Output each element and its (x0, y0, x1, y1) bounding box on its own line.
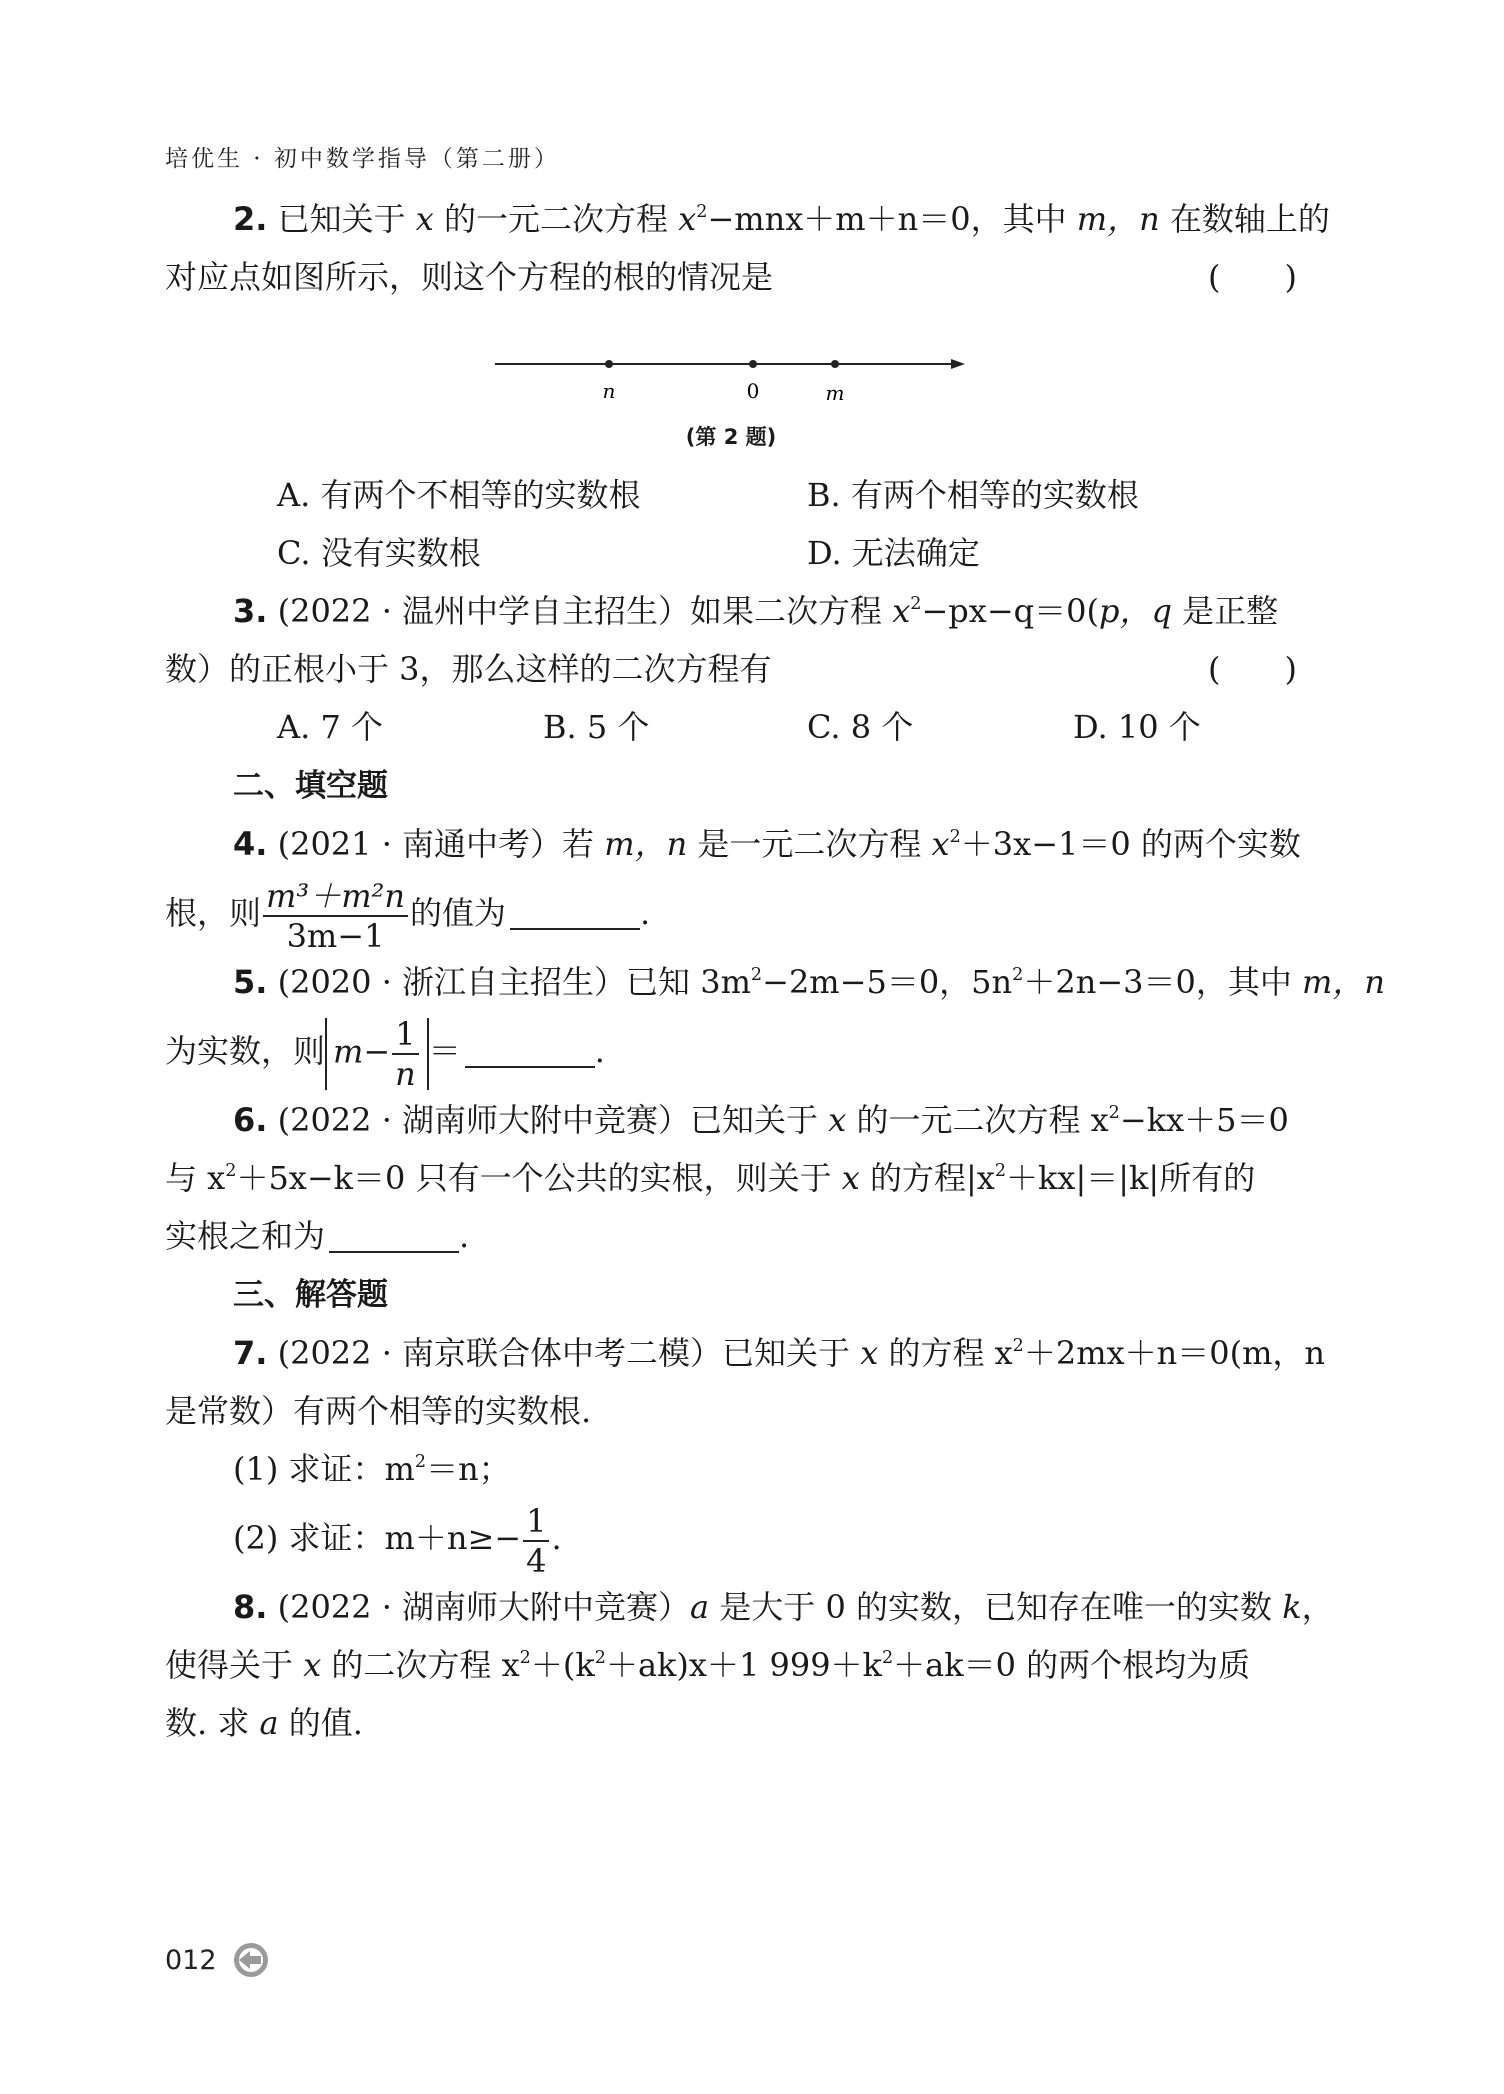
page-content (165, 190, 1386, 1752)
q2-option-b: B. 有两个相等的实数根 (807, 476, 1139, 514)
q3-option-c: C. 8 个 (807, 708, 914, 746)
section-title-fill-in: 二、填空题 (233, 768, 388, 804)
q2-line2: 对应点如图所示，则这个方程的根的情况是 ( ) (165, 248, 1297, 306)
q6-line1: 6. (2022 · 湖南师大附中竞赛）已知关于 x 的一元二次方程 $x^2-kx+5=0$ (233, 1101, 1289, 1139)
q3-answer-paren: ( ) (1208, 650, 1297, 688)
q2-option-c: C. 没有实数根 (277, 534, 481, 572)
q4-number: 4. (233, 825, 268, 863)
q4-fraction: $\frac{\text{m³＋m²n}}{3m-1}$ (263, 880, 408, 952)
label-m: m (825, 381, 845, 405)
q2-answer-paren: ( ) (1208, 258, 1297, 296)
point-n (605, 360, 613, 368)
section-answer (165, 1265, 1297, 1324)
q7-part2: (2) 求证：m＋n≥− $\frac{1}{4}$ . (233, 1501, 562, 1580)
label-n: n (602, 379, 616, 403)
q5-line2: 为实数，则 m− $\frac{1}{n}$ ＝ . (165, 1014, 605, 1093)
running-header: 培优生 · 初中数学指导（第二册） (165, 146, 560, 172)
q5-number: 5. (233, 963, 268, 1001)
q3-option-a: A. 7 个 (277, 708, 383, 746)
q3-number: 3. (233, 592, 268, 630)
q3-option-b: B. 5 个 (543, 708, 650, 746)
q3-option-d: D. 10 个 (1073, 708, 1201, 746)
q6-answer-blank[interactable] (329, 1211, 459, 1253)
axis-arrow-icon (951, 359, 965, 369)
q8-line2: 使得关于 x 的二次方程 $x^2+(k^2+ak)x+1$ $999+k^2+ak=0$ 的两个根均为质 (165, 1646, 1251, 1684)
q2-option-a: A. 有两个不相等的实数根 (277, 476, 641, 514)
q2-options-row1 (165, 466, 1297, 524)
q3-line2: 数）的正根小于 3，那么这样的二次方程有 ( ) (165, 640, 1297, 698)
q4-answer-blank[interactable] (510, 888, 640, 930)
number-line-figure (165, 306, 1297, 416)
section-fill-in (165, 756, 1297, 815)
q6-number: 6. (233, 1101, 268, 1139)
number-line (165, 306, 1297, 416)
q7-line1: 7. (2022 · 南京联合体中考二模）已知关于 x 的方程 $x^2+2mx+n=0(m$，n (233, 1334, 1326, 1372)
page-number: 012 (165, 1944, 217, 1976)
q6-line2: 与 $x^2+5x-k=0$ 只有一个公共的实根，则关于 x 的方程$|x^2+kx|=|k|$所有的 (165, 1159, 1256, 1197)
q2-option-d: D. 无法确定 (807, 534, 980, 572)
q6-line3: 实根之和为 . (165, 1207, 1297, 1265)
q2-options-row2 (165, 524, 1297, 582)
section-title-answer: 三、解答题 (233, 1277, 388, 1313)
q8-number: 8. (233, 1588, 268, 1626)
q7-number: 7. (233, 1334, 268, 1372)
q7-line2: 是常数）有两个相等的实数根. (165, 1392, 592, 1430)
q2-line1: 2. 已知关于 x 的一元二次方程 $x^2-mnx+m+n=0$，其中 m，n 在数轴上的 (233, 200, 1330, 238)
figure-caption: (第 2 题) (685, 425, 777, 449)
q5-line1: 5. (2020 · 浙江自主招生）已知 $3m^2-2m-5=0$，$5n^2+2n-3=0$，其中 m，n (233, 963, 1386, 1001)
q7-part1: (1) 求证：$m^2=n$； (233, 1450, 511, 1488)
q4-line2: 根，则 $\frac{\text{m³＋m²n}}{3m-1}$ 的值为 . (165, 876, 651, 955)
q4-line1: 4. (2021 · 南通中考）若 m，n 是一元二次方程 $x^2+3x-1=0$ 的两个实数 (233, 825, 1301, 863)
q5-absolute-value: m− $\frac{1}{n}$ (325, 1018, 429, 1090)
page-footer (165, 1940, 271, 1980)
q8-line1: 8. (2022 · 湖南师大附中竞赛）a 是大于 0 的实数，已知存在唯一的实数 k， (233, 1588, 1334, 1626)
q5-answer-blank[interactable] (465, 1026, 595, 1068)
back-arrow-icon (231, 1940, 271, 1980)
q8-line3: 数. 求 a 的值. (165, 1704, 363, 1742)
q3-line1: 3. (2022 · 温州中学自主招生）如果二次方程 $x^2-px-q=0(p$，q 是正整 (233, 592, 1279, 630)
q3-options (165, 698, 1297, 756)
label-0: 0 (746, 379, 760, 403)
q2-number: 2. (233, 200, 268, 238)
point-0 (749, 360, 757, 368)
point-m (831, 360, 839, 368)
